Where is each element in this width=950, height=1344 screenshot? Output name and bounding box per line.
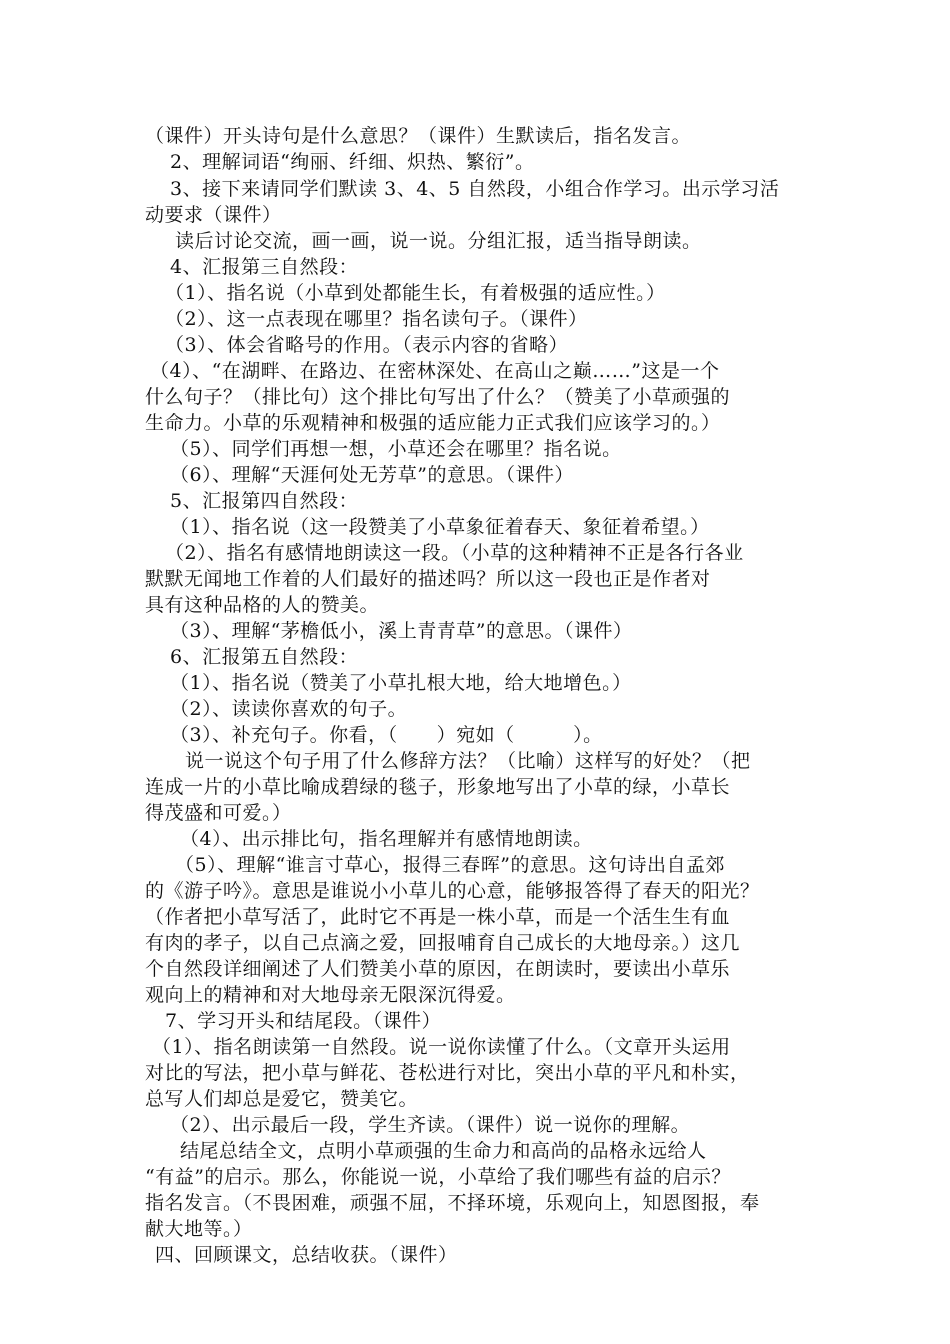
text-line-12: 生命力。小草的乐观精神和极强的适应能力正式我们应该学习的。） bbox=[145, 412, 721, 434]
text-line-7: （1）、指名说（小草到处都能生长，有着极强的适应性。） bbox=[165, 282, 666, 304]
text-line-32: 有肉的孝子，以自己点滴之爱，回报哺育自己成长的大地母亲。）这几 bbox=[145, 932, 741, 954]
text-line-31: （作者把小草写活了，此时它不再是一株小草，而是一个活生生有血 bbox=[145, 906, 731, 928]
text-line-16: （1）、指名说（这一段赞美了小草象征着春天、象征着希望。） bbox=[170, 516, 710, 538]
text-line-44: 四、回顾课文，总结收获。（课件） bbox=[155, 1244, 458, 1266]
text-line-25: 说一说这个句子用了什么修辞方法？（比喻）这样写的好处？（把 bbox=[185, 750, 751, 772]
text-line-41: “有益”的启示。那么，你能说一说，小草给了我们哪些有益的启示？ bbox=[145, 1166, 731, 1188]
text-line-20: （3）、理解“茅檐低小，溪上青青草”的意思。（课件） bbox=[170, 620, 633, 642]
text-line-24: （3）、补充句子。你看，（ ）宛如（ ）。 bbox=[170, 724, 603, 746]
text-line-14: （6）、理解“天涯何处无芳草”的意思。（课件） bbox=[170, 464, 575, 486]
text-line-40: 结尾总结全文，点明小草顽强的生命力和高尚的品格永远给人 bbox=[180, 1140, 707, 1162]
text-line-18: 默默无闻地工作着的人们最好的描述吗？所以这一段也正是作者对 bbox=[145, 568, 711, 590]
text-line-21: 6、汇报第五自然段： bbox=[170, 646, 359, 668]
text-line-37: 对比的写法，把小草与鲜花、苍松进行对比，突出小草的平凡和朴实， bbox=[145, 1062, 750, 1084]
text-line-8: （2）、这一点表现在哪里？指名读句子。（课件） bbox=[165, 308, 588, 330]
text-line-38: 总写人们却总是爱它，赞美它。 bbox=[145, 1088, 419, 1110]
text-line-4: 动要求（课件） bbox=[145, 204, 282, 226]
text-line-9: （3）、体会省略号的作用。（表示内容的省略） bbox=[165, 334, 569, 356]
text-line-36: （1）、指名朗读第一自然段。说一说你读懂了什么。（文章开头运用 bbox=[152, 1036, 731, 1058]
text-line-30: 的《游子吟》。意思是谁说小小草儿的心意，能够报答得了春天的阳光？ bbox=[145, 880, 760, 902]
text-line-27: 得茂盛和可爱。） bbox=[145, 802, 292, 824]
text-line-26: 连成一片的小草比喻成碧绿的毯子，形象地写出了小草的绿，小草长 bbox=[145, 776, 731, 798]
text-line-15: 5、汇报第四自然段： bbox=[170, 490, 359, 512]
text-line-17: （2）、指名有感情地朗读这一段。（小草的这种精神不正是各行各业 bbox=[165, 542, 744, 564]
text-line-3: 3、接下来请同学们默读 3、4、5 自然段，小组合作学习。出示学习活 bbox=[170, 178, 780, 200]
text-line-22: （1）、指名说（赞美了小草扎根大地，给大地增色。） bbox=[170, 672, 632, 694]
text-line-29: （5）、理解“谁言寸草心，报得三春晖”的意思。这句诗出自孟郊 bbox=[175, 854, 726, 876]
text-line-28: （4）、出示排比句，指名理解并有感情地朗读。 bbox=[180, 828, 593, 850]
text-line-13: （5）、同学们再想一想，小草还会在哪里？指名说。 bbox=[170, 438, 622, 460]
text-line-11: 什么句子？（排比句）这个排比句写出了什么？（赞美了小草顽强的 bbox=[145, 386, 731, 408]
text-line-1: （课件）开头诗句是什么意思？（课件）生默读后，指名发言。 bbox=[145, 125, 692, 147]
text-line-33: 个自然段详细阐述了人们赞美小草的原因，在朗读时，要读出小草乐 bbox=[145, 958, 731, 980]
text-line-35: 7、学习开头和结尾段。（课件） bbox=[165, 1010, 442, 1032]
text-line-42: 指名发言。（不畏困难，顽强不屈，不择环境，乐观向上，知恩图报，奉 bbox=[145, 1192, 760, 1214]
text-line-19: 具有这种品格的人的赞美。 bbox=[145, 594, 380, 616]
text-line-43: 献大地等。） bbox=[145, 1218, 253, 1240]
text-line-23: （2）、读读你喜欢的句子。 bbox=[170, 698, 408, 720]
text-line-39: （2）、出示最后一段，学生齐读。（课件）说一说你的理解。 bbox=[170, 1114, 691, 1136]
text-line-10: （4）、“在湖畔、在路边、在密林深处、在高山之巅……”这是一个 bbox=[150, 360, 720, 382]
text-line-34: 观向上的精神和对大地母亲无限深沉得爱。 bbox=[145, 984, 516, 1006]
text-line-2: 2、理解词语“绚丽、纤细、炽热、繁衍”。 bbox=[170, 151, 535, 173]
text-line-5: 读后讨论交流，画一画，说一说。分组汇报，适当指导朗读。 bbox=[175, 230, 702, 252]
text-line-6: 4、汇报第三自然段： bbox=[170, 256, 359, 278]
